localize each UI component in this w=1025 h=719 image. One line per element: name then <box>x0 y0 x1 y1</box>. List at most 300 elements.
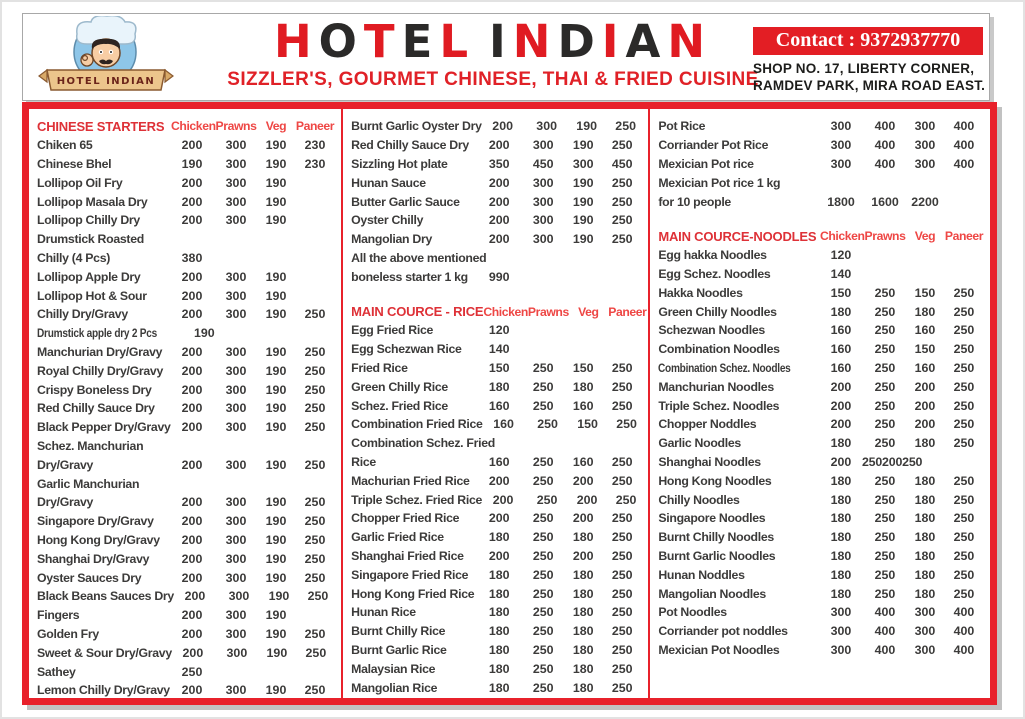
price-veg: 190 <box>265 269 287 284</box>
menu-column-noodles <box>650 109 990 698</box>
price-chicken: 200 <box>181 608 203 623</box>
item-name: Combination Schez. Noodles <box>658 360 791 375</box>
price-column-header: Prawns <box>215 119 257 134</box>
item-name: Mexician Pot rice 1 kg <box>658 175 781 190</box>
price-prawns: 300 <box>225 495 247 510</box>
price-chicken: 200 <box>181 138 203 153</box>
price-chicken: 200 <box>182 645 204 660</box>
price-veg: 180 <box>914 511 936 526</box>
price-chicken: 120 <box>830 248 852 263</box>
price-veg: 190 <box>265 363 287 378</box>
menu-item-row <box>37 230 337 249</box>
price-paneer: 250 <box>953 548 975 563</box>
price-chicken: 180 <box>488 624 510 639</box>
menu-column-rice <box>343 109 648 698</box>
price-paneer: 250 <box>611 473 633 488</box>
menu-item-row <box>351 211 644 230</box>
section-title: CHINESE STARTERS <box>37 118 165 134</box>
price-chicken: 200 <box>488 213 510 228</box>
price-chicken: 200 <box>181 495 203 510</box>
price-chicken: 160 <box>830 323 852 338</box>
price-veg: 200 <box>572 473 594 488</box>
price-veg: 180 <box>572 586 594 601</box>
price-veg: 190 <box>572 138 594 153</box>
price-chicken: 200 <box>181 213 203 228</box>
price-paneer: 250 <box>611 232 633 247</box>
price-veg: 180 <box>572 530 594 545</box>
menu-item-row <box>351 453 644 472</box>
price-prawns: 400 <box>874 624 896 639</box>
price-prawns: 300 <box>532 194 554 209</box>
price-chicken: 190 <box>181 156 203 171</box>
item-name: Black Pepper Dry/Gravy <box>37 420 171 435</box>
price-chicken: 200 <box>488 194 510 209</box>
item-name: Singapore Noodles <box>658 511 766 526</box>
item-name: All the above mentioned <box>351 250 487 265</box>
price-prawns: 250 <box>874 492 896 507</box>
price-prawns: 300 <box>225 514 247 529</box>
menu-item-row <box>351 603 644 622</box>
price-column-header: Chicken <box>483 304 528 319</box>
price-paneer: 250 <box>953 323 975 338</box>
menu-item-row <box>351 377 644 396</box>
price-chicken: 200 <box>488 232 510 247</box>
section-title: MAIN COURCE-NOODLES <box>658 228 817 244</box>
price-veg: 190 <box>265 175 287 190</box>
price-prawns: 300 <box>225 138 247 153</box>
menu-item-row <box>37 437 337 456</box>
menu-item-row <box>658 471 986 490</box>
price-chicken: 140 <box>488 342 510 357</box>
menu-item-row <box>37 512 337 531</box>
menu-item-row <box>658 622 986 641</box>
price-chicken: 180 <box>830 586 852 601</box>
item-name: Chiken 65 <box>37 138 93 153</box>
menu-item-row <box>351 678 644 697</box>
price-veg: 200 <box>914 417 936 432</box>
menu-item-row <box>37 587 337 606</box>
price-veg: 200 <box>914 398 936 413</box>
price-veg: 300 <box>914 156 936 171</box>
price-prawns: 250 <box>874 285 896 300</box>
price-veg: 200 <box>914 379 936 394</box>
section-header-row <box>351 302 647 321</box>
price-veg: 180 <box>914 567 936 582</box>
price-veg: 190 <box>572 232 594 247</box>
price-chicken: 200 <box>181 551 203 566</box>
menu-item-row <box>37 249 337 268</box>
item-name: Shanghai Fried Rice <box>351 548 464 563</box>
price-veg: 180 <box>914 436 936 451</box>
price-prawns: 250 <box>874 360 896 375</box>
price-prawns: 300 <box>225 307 247 322</box>
price-chicken: 200 <box>181 307 203 322</box>
price-chicken: 200 <box>181 626 203 641</box>
item-name: Red Chilly Sauce Dry <box>37 401 155 416</box>
title-letter: N <box>667 15 713 68</box>
price-prawns: 250 <box>537 417 558 432</box>
item-name: Egg Fried Rice <box>351 323 434 338</box>
menu-item-row <box>351 584 644 603</box>
price-prawns: 250 <box>874 379 896 394</box>
price-paneer: 250 <box>953 473 975 488</box>
price-paneer: 250 <box>304 626 326 641</box>
price-chicken: 200 <box>181 363 203 378</box>
price-chicken: 180 <box>830 304 852 319</box>
price-paneer: 400 <box>953 624 975 639</box>
price-prawns: 250 <box>532 586 554 601</box>
menu-item-row <box>351 509 644 528</box>
item-name: Dry/Gravy <box>37 457 94 472</box>
price-chicken: 140 <box>830 266 852 281</box>
menu-body <box>22 102 997 705</box>
section-header-row <box>658 227 986 246</box>
price-chicken: 120 <box>488 323 510 338</box>
price-column-header: Veg <box>265 119 287 134</box>
item-name: Chopper Noddles <box>658 417 757 432</box>
price-paneer: 250 <box>611 661 633 676</box>
price-paneer: 250 <box>953 417 975 432</box>
price-veg: 150 <box>914 285 936 300</box>
menu-item-row <box>351 117 644 136</box>
item-name: Combination Schez. Fried <box>351 436 495 451</box>
price-veg: 190 <box>265 532 287 547</box>
price-paneer: 250 <box>953 567 975 582</box>
price-chicken: 160 <box>493 417 514 432</box>
logo-banner-text: HOTEL INDIAN <box>56 76 156 87</box>
item-name: Chilly Noodles <box>658 492 740 507</box>
item-name: Dry/Gravy <box>37 495 94 510</box>
price-paneer: 250 <box>611 360 633 375</box>
price-paneer: 400 <box>953 156 975 171</box>
price-veg: 180 <box>914 530 936 545</box>
price-prawns: 300 <box>225 156 247 171</box>
price-veg: 190 <box>265 156 287 171</box>
contact-phone: Contact : 9372937770 <box>753 27 983 55</box>
item-name: Fingers <box>37 608 80 623</box>
price-prawns: 250 <box>532 642 554 657</box>
price-paneer: 250 <box>611 511 633 526</box>
price-veg: 160 <box>572 454 594 469</box>
item-name: Schez. Fried Rice <box>351 398 448 413</box>
item-name: Black Beans Sauces Dry <box>37 589 174 604</box>
menu-item-row <box>351 192 644 211</box>
price-paneer: 250 <box>953 511 975 526</box>
price-paneer: 250 <box>953 342 975 357</box>
item-name: Hunan Noddles <box>658 567 745 582</box>
item-name: Hong Kong Noodles <box>658 473 772 488</box>
price-chicken: 200 <box>181 382 203 397</box>
price-column-header: Prawns <box>527 304 569 319</box>
price-veg: 180 <box>572 661 594 676</box>
price-chicken: 180 <box>488 379 510 394</box>
price-veg: 190 <box>572 213 594 228</box>
item-name: Combination Fried Rice <box>351 417 483 432</box>
item-name: Burnt Chilly Rice <box>351 624 446 639</box>
item-name: Triple Schez. Fried Rice <box>351 492 483 507</box>
price-paneer: 450 <box>611 156 633 171</box>
price-chicken: 200 <box>488 548 510 563</box>
price-veg: 180 <box>914 473 936 488</box>
menu-item-row <box>658 584 986 603</box>
menu-item-row <box>658 509 986 528</box>
item-name: Butter Garlic Sauce <box>351 194 460 209</box>
price-chicken: 200 <box>488 511 510 526</box>
price-veg: 150 <box>914 342 936 357</box>
price-veg: 180 <box>572 567 594 582</box>
price-chicken: 200 <box>184 589 206 604</box>
address <box>753 60 986 94</box>
price-veg: 190 <box>265 401 287 416</box>
menu-item-row <box>658 192 986 211</box>
menu-item-row <box>351 396 644 415</box>
menu-item-row <box>658 434 986 453</box>
price-chicken: 300 <box>830 138 852 153</box>
title-letter: N <box>512 15 558 68</box>
price-chicken: 200 <box>488 175 510 190</box>
price-chicken: 180 <box>488 680 510 695</box>
item-name: Pot Noodles <box>658 605 727 620</box>
menu-item-row <box>351 415 644 434</box>
price-paneer: 250 <box>953 398 975 413</box>
price-chicken: 200 <box>830 398 852 413</box>
price-veg: 190 <box>265 138 287 153</box>
item-name: Burnt Garlic Rice <box>351 642 447 657</box>
price-prawns: 300 <box>228 589 250 604</box>
price-prawns: 300 <box>225 626 247 641</box>
menu-item-row <box>351 622 644 641</box>
price-chicken: 200 <box>181 514 203 529</box>
menu-item-row <box>37 173 337 192</box>
price-prawns: 250 <box>532 548 554 563</box>
item-name: Sizzling Hot plate <box>351 156 448 171</box>
price-paneer: 250 <box>611 624 633 639</box>
price-veg: 160 <box>914 360 936 375</box>
item-name: Egg Schezwan Rice <box>351 342 462 357</box>
menu-item-row <box>658 246 986 265</box>
title-letter: D <box>557 15 602 68</box>
price-chicken: 180 <box>488 567 510 582</box>
menu-item-row <box>37 211 337 230</box>
price-prawns: 250 <box>874 398 896 413</box>
item-name: Lollipop Masala Dry <box>37 194 148 209</box>
menu-item-row <box>37 625 337 644</box>
price-chicken: 200 <box>181 401 203 416</box>
price-paneer: 250 <box>611 586 633 601</box>
price-prawns: 300 <box>532 138 554 153</box>
price-prawns: 250 <box>532 473 554 488</box>
menu-item-row <box>37 399 337 418</box>
price-prawns: 300 <box>225 213 247 228</box>
price-paneer: 250 <box>304 457 326 472</box>
price-prawns: 250 <box>532 605 554 620</box>
price-paneer: 400 <box>953 119 975 134</box>
price-veg: 190 <box>265 344 287 359</box>
price-chicken: 160 <box>830 342 852 357</box>
item-name: Hunan Sauce <box>351 175 426 190</box>
menu-column-starters <box>29 109 341 698</box>
price-chicken: 200 <box>488 473 510 488</box>
subtitle: SIZZLER'S, GOURMET CHINESE, THAI & FRIED CUISINE <box>227 69 759 90</box>
price-prawns: 300 <box>532 175 554 190</box>
menu-item-row <box>658 117 986 136</box>
price-prawns: 250 <box>536 492 558 507</box>
address-line-1: SHOP NO. 17, LIBERTY CORNER, <box>753 61 975 76</box>
price-paneer: 250 <box>615 492 637 507</box>
price-prawns: 300 <box>225 683 247 698</box>
menu-item-row <box>658 340 986 359</box>
price-veg: 190 <box>265 608 287 623</box>
item-name: Fried Rice <box>351 360 408 375</box>
price-paneer: 250 <box>616 417 637 432</box>
item-name: Sathey <box>37 664 76 679</box>
item-name: Hakka Noodles <box>658 285 743 300</box>
price-paneer: 250 <box>611 680 633 695</box>
price-paneer: 250 <box>611 530 633 545</box>
contact-area <box>753 27 986 94</box>
menu-item-row <box>37 136 337 155</box>
menu-item-row <box>658 173 986 192</box>
price-veg: 180 <box>572 605 594 620</box>
price-prawns: 400 <box>874 138 896 153</box>
menu-item-row <box>658 528 986 547</box>
menu-item-row <box>351 641 644 660</box>
menu-item-row <box>658 453 986 472</box>
item-name: Machurian Fried Rice <box>351 473 470 488</box>
menu-item-row <box>658 547 986 566</box>
price-veg: 2200 <box>911 194 939 209</box>
price-chicken: 180 <box>488 530 510 545</box>
menu-item-row <box>37 324 337 343</box>
menu-item-row <box>37 418 337 437</box>
price-paneer: 250 <box>304 514 326 529</box>
item-name: Chilly (4 Pcs) <box>37 250 111 265</box>
price-prawns: 300 <box>225 608 247 623</box>
price-column-header: Chicken <box>171 119 216 134</box>
menu-item-row <box>658 565 986 584</box>
header <box>22 13 990 101</box>
price-paneer: 250 <box>611 605 633 620</box>
item-name: Garlic Fried Rice <box>351 530 444 545</box>
price-chicken: 200 <box>830 454 852 469</box>
item-name: Lollipop Chilly Dry <box>37 213 140 228</box>
price-veg: 190 <box>268 589 290 604</box>
menu-item-row <box>351 321 644 340</box>
price-veg: 190 <box>265 570 287 585</box>
item-name: Mangolian Rice <box>351 680 438 695</box>
item-name: Chinese Bhel <box>37 156 112 171</box>
price-veg: 200 <box>572 511 594 526</box>
price-paneer: 250 <box>611 138 633 153</box>
menu-item-row <box>658 136 986 155</box>
price-prawns: 400 <box>874 605 896 620</box>
price-prawns: 250 <box>874 323 896 338</box>
item-name: Manchurian Dry/Gravy <box>37 344 163 359</box>
price-chicken: 300 <box>830 624 852 639</box>
price-chicken: 300 <box>830 642 852 657</box>
item-name: Mangolian Dry <box>351 232 432 247</box>
price-chicken: 180 <box>830 548 852 563</box>
price-prawns: 300 <box>226 645 248 660</box>
price-chicken: 200 <box>181 683 203 698</box>
price-paneer: 250 <box>304 495 326 510</box>
price-chicken: 160 <box>830 360 852 375</box>
price-prawns: 250 <box>874 304 896 319</box>
title-letter: I <box>601 15 626 68</box>
price-veg: 190 <box>265 457 287 472</box>
menu-item-row <box>37 493 337 512</box>
price-prawns: 300 <box>225 175 247 190</box>
item-name: Egg Schez. Noodles <box>658 266 771 281</box>
price-prawns: 400 <box>874 642 896 657</box>
item-name: Garlic Noodles <box>658 436 741 451</box>
price-chicken: 200 <box>492 119 513 134</box>
menu-item-row <box>351 565 644 584</box>
menu-item-row <box>37 267 337 286</box>
price-prawns: 450 <box>532 156 554 171</box>
price-veg: 200 <box>576 492 598 507</box>
item-name: for 10 people <box>658 194 731 209</box>
item-name: Hunan Rice <box>351 605 416 620</box>
price-chicken: 250 <box>181 664 203 679</box>
price-chicken: 200 <box>830 379 852 394</box>
title-letter: T <box>363 15 402 68</box>
menu-item-row <box>37 474 337 493</box>
item-name: Chopper Fried Rice <box>351 511 460 526</box>
price-prawns: 300 <box>225 382 247 397</box>
item-name: Mangolian Noodles <box>658 586 766 601</box>
price-paneer: 250 <box>611 548 633 563</box>
menu-item-row <box>351 155 644 174</box>
price-paneer: 250 <box>304 683 326 698</box>
price-paneer: 400 <box>953 642 975 657</box>
item-name: Lemon Chilly Dry/Gravy <box>37 683 170 698</box>
item-name: Singapore Dry/Gravy <box>37 514 154 529</box>
price-paneer: 250 <box>611 213 633 228</box>
item-name: Oyster Sauces Dry <box>37 570 142 585</box>
price-prawns: 300 <box>225 288 247 303</box>
price-column-header: Prawns <box>864 229 906 244</box>
price-paneer: 250 <box>611 567 633 582</box>
price-column-header: Paneer <box>295 119 335 134</box>
price-paneer: 400 <box>953 605 975 620</box>
price-paneer: 250 <box>304 420 326 435</box>
price-veg: 190 <box>576 119 597 134</box>
price-chicken: 300 <box>830 156 852 171</box>
price-veg: 180 <box>914 548 936 563</box>
menu-item-row <box>658 377 986 396</box>
item-name: Red Chilly Sauce Dry <box>351 138 469 153</box>
title-letter <box>475 17 489 67</box>
price-veg: 300 <box>914 624 936 639</box>
price-prawns: 250 <box>874 342 896 357</box>
menu-item-row <box>658 415 986 434</box>
menu-item-row <box>37 568 337 587</box>
price-veg: 190 <box>265 194 287 209</box>
price-prawns: 1600 <box>871 194 899 209</box>
price-veg: 190 <box>265 626 287 641</box>
price-veg: 200 <box>572 548 594 563</box>
price-prawns: 250 <box>532 661 554 676</box>
item-name: Royal Chilly Dry/Gravy <box>37 363 163 378</box>
price-prawns: 300 <box>532 213 554 228</box>
item-name: Green Chilly Noodles <box>658 304 777 319</box>
price-veg: 180 <box>572 680 594 695</box>
item-name: Shanghai Noodles <box>658 454 761 469</box>
price-veg: 190 <box>265 495 287 510</box>
price-chicken: 200 <box>488 138 510 153</box>
menu-item-row <box>37 380 337 399</box>
